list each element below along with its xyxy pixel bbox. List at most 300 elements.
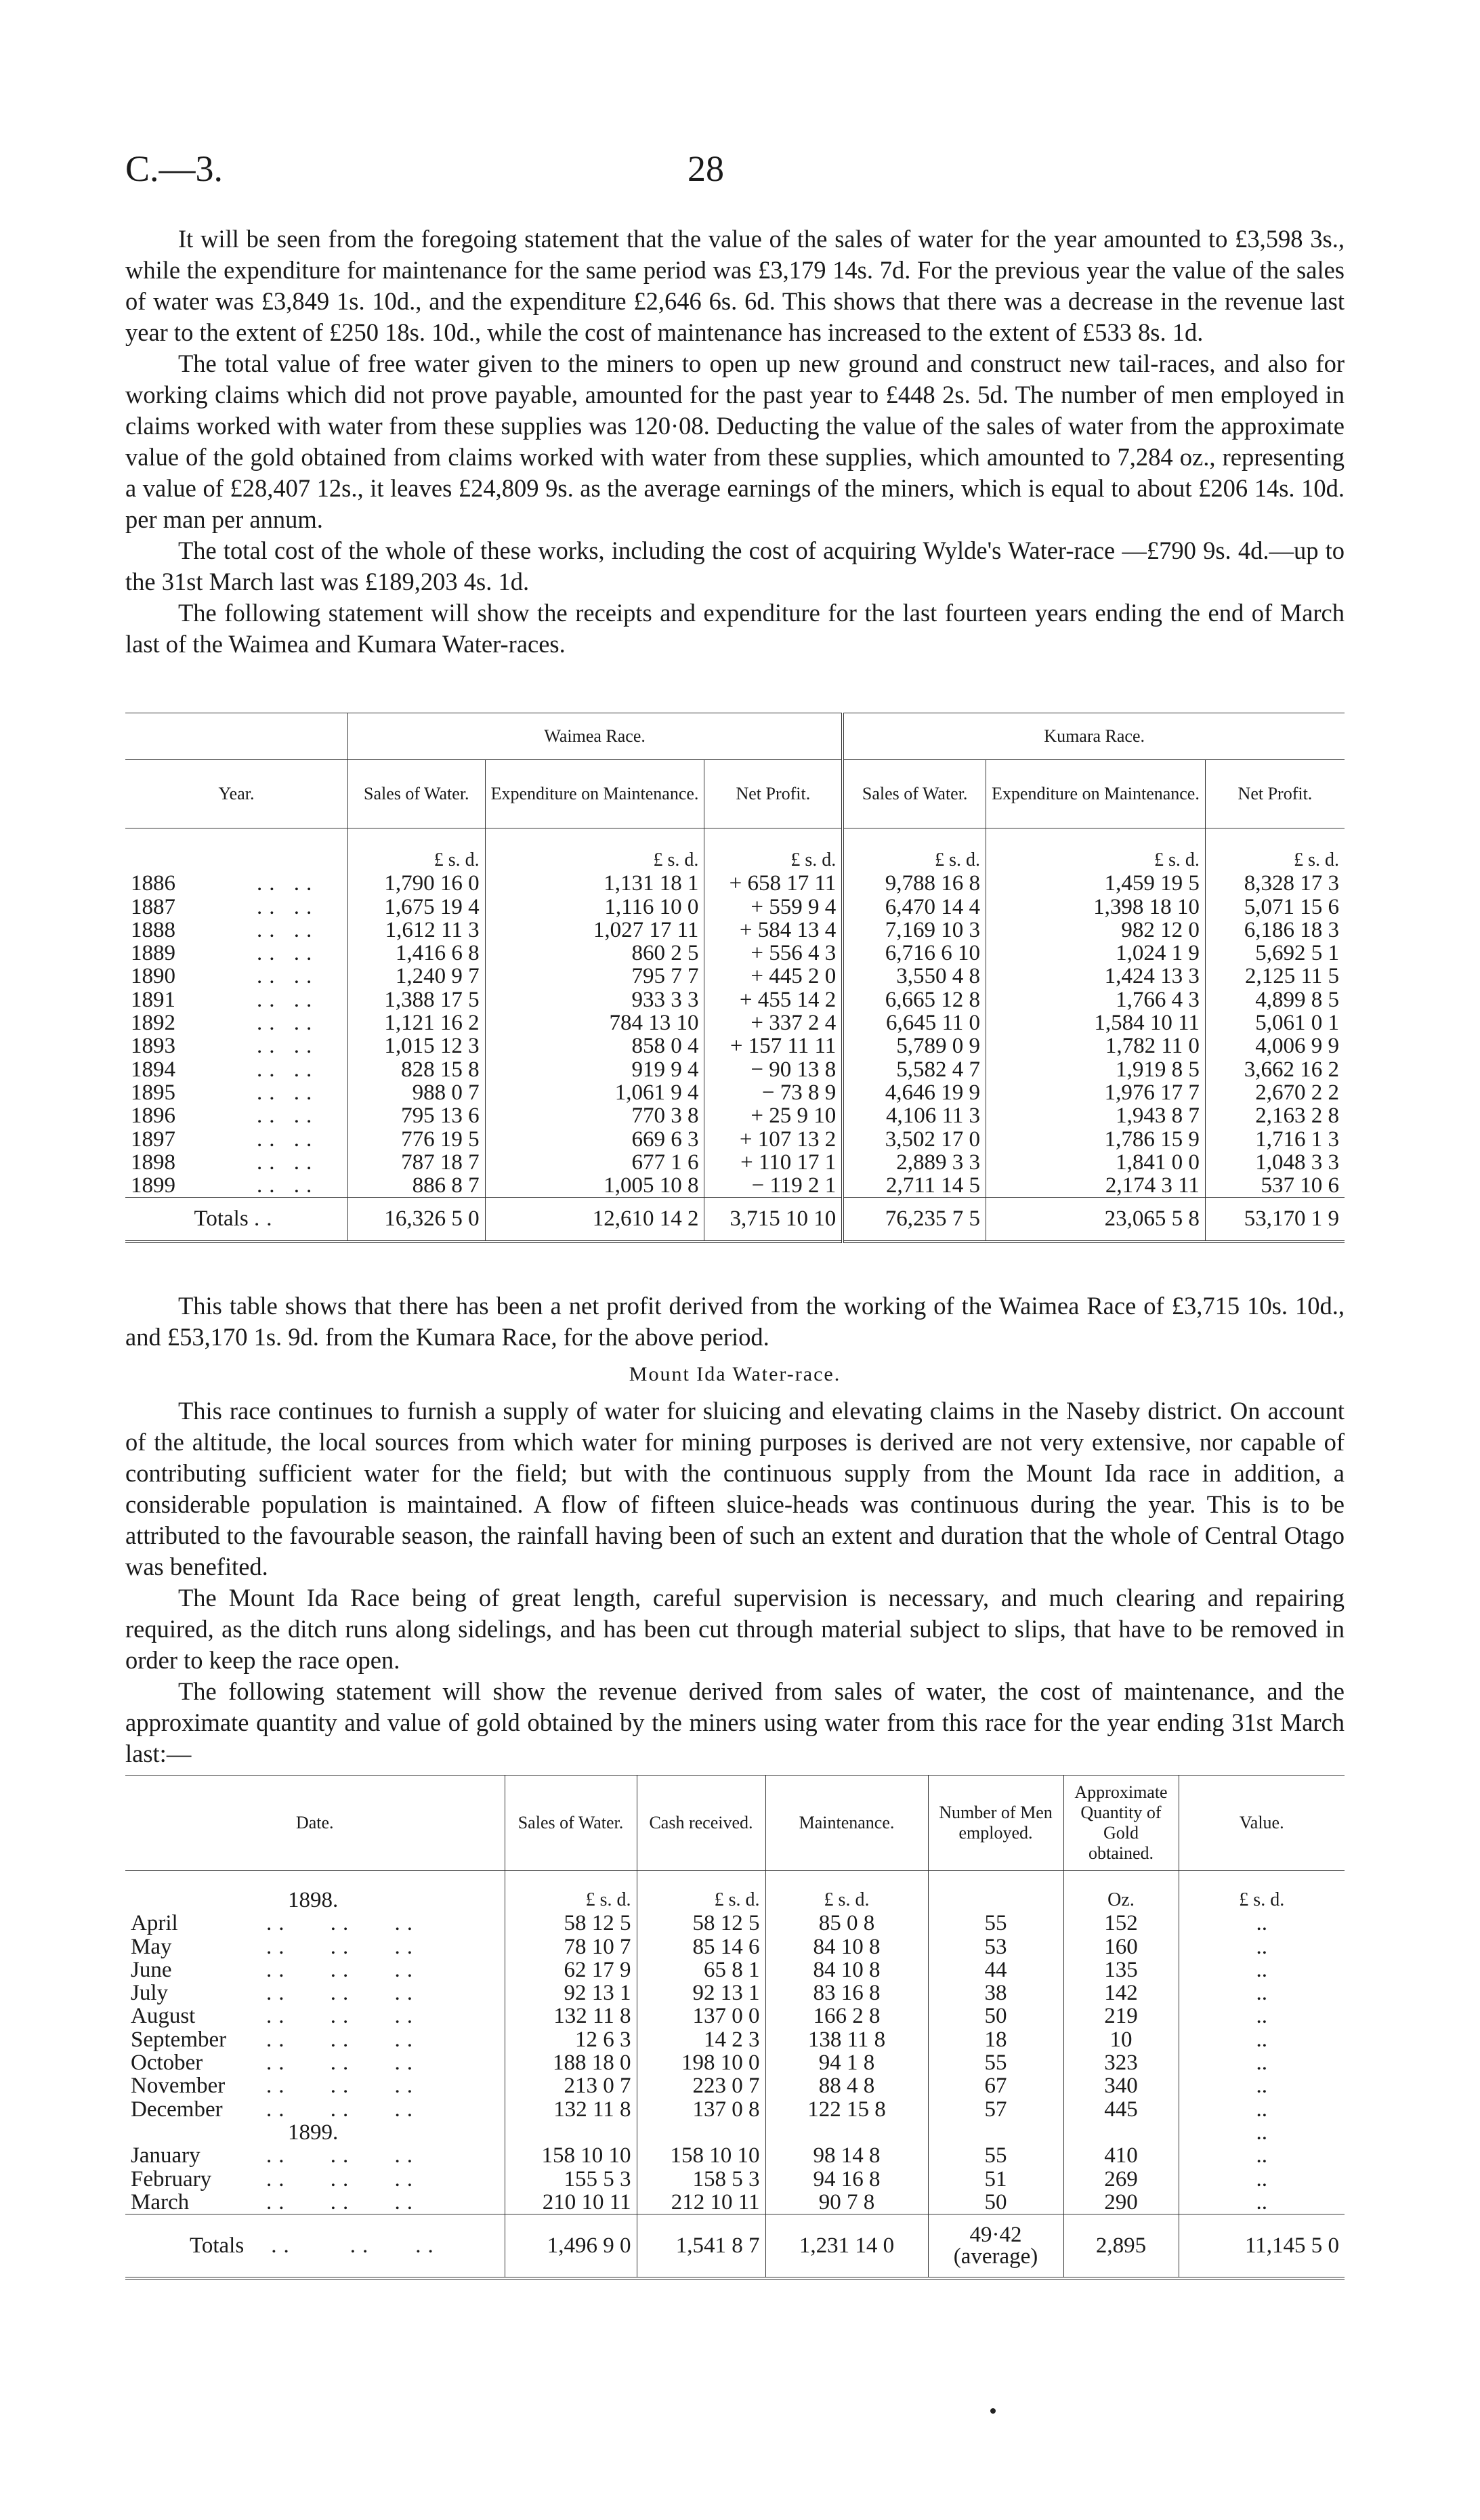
cell-qty: 445 [1063,2098,1179,2121]
col-kumara-expenditure: Expenditure on Maintenance. [986,760,1206,828]
cell-k_exp: 2,174 3 11 [986,1174,1206,1198]
unit-label: £ s. d. [485,828,704,873]
cell-sales: 12 6 3 [505,2028,637,2051]
cell-k_sales: 6,645 11 0 [843,1011,986,1034]
year-cell: 1889 .. .. [131,941,319,966]
totals-label: Totals .. [194,1206,279,1232]
table-row [125,1935,1345,1958]
value-cell: .. [1179,2028,1345,2051]
cell-cash: 92 13 1 [637,1981,765,2004]
waimea-kumara-table [125,713,1345,1243]
year-value: 1891 [131,987,175,1012]
table-row [125,2098,1345,2121]
month-value: January [131,2143,200,2168]
year-value: 1890 [131,964,175,989]
cell-qty: 10 [1063,2028,1179,2051]
col-quantity: Approximate Quantity of Gold obtained. [1063,1776,1179,1871]
table-row [125,1128,1345,1151]
cell-w_net: + 110 17 1 [704,1151,843,1174]
paragraph: The total value of free water given to the miners to open up new ground and construct new tail-races, and also for working claims which did not prove payable, amounted for the past year to £448 2s. 5d. The number of men employed in claims worked with water from these supplies was 120·08. Deducting the value of the sales of water from the approximate value of the gold obtained from claims worked with water from these supplies, which amounted to 7,284 oz., representing a value of £28,407 12s., it leaves £24,809 9s. as the average earnings of the miners, which is equal to about £206 14s. 10d. per man per annum. [125,350,1345,533]
cell-maint: 84 10 8 [765,1935,928,1958]
cell-w_sales: 1,240 9 7 [347,965,485,988]
value-cell: .. [1179,1958,1345,1981]
cell-k_sales: 5,582 4 7 [843,1058,986,1081]
cell-w_exp: 860 2 5 [485,942,704,965]
year-value: 1898 [131,1150,175,1175]
cell-men: 38 [928,1981,1063,2004]
cell-w_exp: 795 7 7 [485,965,704,988]
cell-w_net: + 556 4 3 [704,942,843,965]
cell-w_net: + 455 14 2 [704,988,843,1011]
cell-cash: 198 10 0 [637,2051,765,2074]
col-maintenance: Maintenance. [765,1776,928,1871]
mount-ida-text [125,1395,1345,1769]
cell-w_sales: 828 15 8 [347,1058,485,1081]
totals-row [125,2214,1345,2279]
cell-w_net: − 90 13 8 [704,1058,843,1081]
cell-men: 44 [928,1958,1063,1981]
cell-sales: 210 10 11 [505,2191,637,2214]
year-cell: 1888 .. .. [131,917,319,942]
year-value: 1893 [131,1034,175,1059]
cell-k_sales: 2,889 3 3 [843,1151,986,1174]
cell-k_exp: 1,398 18 10 [986,896,1206,919]
month-value: June [131,1957,172,1982]
cell-k_sales: 2,711 14 5 [843,1174,986,1198]
table-row [125,988,1345,1011]
total-waimea-net: 3,715 10 10 [704,1198,843,1242]
cell-w_exp: 1,131 18 1 [485,872,704,895]
value-cell: .. [1179,2168,1345,2191]
col-year: Year. [218,784,255,803]
cell-w_sales: 776 19 5 [347,1128,485,1151]
cell-maint: 84 10 8 [765,1958,928,1981]
cell-cash: 58 12 5 [637,1912,765,1935]
unit-label: £ s. d. [704,828,843,873]
year-value: 1899 [131,1173,175,1198]
cell-sales: 58 12 5 [505,1912,637,1935]
month-value: April [131,1911,178,1936]
cell-cash: 223 0 7 [637,2074,765,2097]
cell-k_net: 2,125 11 5 [1205,965,1345,988]
value-cell: .. [1179,2074,1345,2097]
table2-body-1898 [125,1912,1345,2121]
cell-w_net: + 337 2 4 [704,1011,843,1034]
cell-k_net: 2,670 2 2 [1205,1081,1345,1104]
month-value: September [131,2027,227,2052]
cell-sales: 62 17 9 [505,1958,637,1981]
total-waimea-exp: 12,610 14 2 [485,1198,704,1242]
cell-w_sales: 1,416 6 8 [347,942,485,965]
cell-maint: 94 1 8 [765,2051,928,2074]
month-cell: October .. .. .. [131,2051,419,2076]
cell-w_sales: 886 8 7 [347,1174,485,1198]
cell-w_net: + 584 13 4 [704,919,843,942]
cell-sales: 132 11 8 [505,2098,637,2121]
col-waimea-expenditure: Expenditure on Maintenance. [485,760,704,828]
month-cell: May .. .. .. [131,1934,419,1959]
value-cell: .. [1179,2051,1345,2074]
table-row [125,1151,1345,1174]
table-row [125,1174,1345,1198]
unit-label: £ s. d. [1205,828,1345,873]
cell-qty: 219 [1063,2004,1179,2028]
paragraph: The Mount Ida Race being of great length, careful supervision is necessary, and much clearing and repairing required, as the ditch runs along sidelings, and has been cut through material subject to slips, that have to be removed in order to keep the race open. [125,1584,1345,1674]
col-date: Date. [295,1813,334,1832]
cell-k_exp: 1,459 19 5 [986,872,1206,895]
cell-cash: 85 14 6 [637,1935,765,1958]
table-row [125,2051,1345,2074]
cell-qty: 142 [1063,1981,1179,2004]
cell-maint: 85 0 8 [765,1912,928,1935]
year-cell: 1896 .. .. [131,1104,319,1129]
cell-maint: 88 4 8 [765,2074,928,2097]
cell-w_net: − 119 2 1 [704,1174,843,1198]
month-cell: March .. .. .. [131,2189,419,2214]
table-row [125,2028,1345,2051]
cell-men: 53 [928,1935,1063,1958]
summary-text [125,1290,1345,1353]
cell-k_sales: 3,550 4 8 [843,965,986,988]
cell-sales: 155 5 3 [505,2168,637,2191]
cell-k_exp: 1,424 13 3 [986,965,1206,988]
cell-w_exp: 1,061 9 4 [485,1081,704,1104]
table-row [125,2074,1345,2097]
paragraph: The following statement will show the receipts and expenditure for the last fourteen years ending the end of March last of the Waimea and Kumara Water-races. [125,599,1345,658]
cell-w_net: + 25 9 10 [704,1104,843,1127]
cell-k_sales: 9,788 16 8 [843,872,986,895]
cell-w_sales: 1,790 16 0 [347,872,485,895]
cell-k_exp: 1,584 10 11 [986,1011,1206,1034]
year-value: 1889 [131,941,175,966]
cell-w_net: − 73 8 9 [704,1081,843,1104]
cell-w_sales: 1,388 17 5 [347,988,485,1011]
month-value: December [131,2097,223,2122]
table-row [125,872,1345,895]
cell-w_sales: 1,675 19 4 [347,896,485,919]
table-row [125,2144,1345,2167]
intro-text [125,224,1345,660]
col-waimea-net: Net Profit. [704,760,843,828]
month-value: July [131,1981,169,2006]
paragraph: This table shows that there has been a net profit derived from the working of the Waimea Race of £3,715 10s. 10d., and £53,170 1s. 9d. from the Kumara Race, for the above period. [125,1292,1345,1351]
month-cell: September .. .. .. [131,2027,419,2052]
cell-maint: 94 16 8 [765,2168,928,2191]
cell-qty: 135 [1063,1958,1179,1981]
year-cell: 1893 .. .. [131,1034,319,1059]
cell-w_exp: 919 9 4 [485,1058,704,1081]
cell-k_net: 1,048 3 3 [1205,1151,1345,1174]
paragraph: This race continues to furnish a supply of water for sluicing and elevating claims in the Naseby district. On account of the altitude, the local sources from which water for mining purposes is derived are not very extensive, nor capable of contributing sufficient water for the field; but with the continuous supply from the Mount Ida race in addition, a considerable population is maintained. A flow of fifteen sluice-heads was continuous during the year. This is to be attributed to the favourable season, the rainfall having been of such an extent and duration that the whole of Central Otago was benefited. [125,1397,1345,1580]
year-cell: 1897 .. .. [131,1127,319,1152]
cell-sales: 92 13 1 [505,1981,637,2004]
cell-w_net: + 559 9 4 [704,896,843,919]
cell-cash: 158 5 3 [637,2168,765,2191]
cell-k_exp: 1,782 11 0 [986,1034,1206,1057]
cell-men: 18 [928,2028,1063,2051]
unit-label: £ s. d. [986,828,1206,873]
total-waimea-sales: 16,326 5 0 [347,1198,485,1242]
table-row [125,1104,1345,1127]
cell-k_net: 5,071 15 6 [1205,896,1345,919]
cell-w_exp: 669 6 3 [485,1128,704,1151]
total-sales: 1,496 9 0 [505,2214,637,2279]
paragraph: The total cost of the whole of these works, including the cost of acquiring Wylde's Water-race —£790 9s. 4d.—up to the 31st March last was £189,203 4s. 1d. [125,537,1345,595]
unit-label: £ s. d. [637,1871,765,1912]
unit-label: Oz. [1063,1871,1179,1912]
cell-men: 50 [928,2191,1063,2214]
table-row [125,2191,1345,2214]
page-number: 28 [688,148,724,189]
month-cell: January .. .. .. [131,2143,419,2168]
month-cell: December .. .. .. [131,2097,419,2122]
printer-mark [990,2408,996,2414]
cell-k_net: 1,716 1 3 [1205,1128,1345,1151]
month-value: February [131,2166,212,2191]
cell-w_net: + 157 11 11 [704,1034,843,1057]
table-row [125,965,1345,988]
cell-maint: 122 15 8 [765,2098,928,2121]
table-row [125,1912,1345,1935]
cell-w_net: + 107 13 2 [704,1128,843,1151]
cell-w_net: + 658 17 11 [704,872,843,895]
cell-maint: 90 7 8 [765,2191,928,2214]
cell-w_sales: 795 13 6 [347,1104,485,1127]
year-cell: 1892 .. .. [131,1011,319,1036]
cell-k_net: 537 10 6 [1205,1174,1345,1198]
cell-k_sales: 6,470 14 4 [843,896,986,919]
cell-k_exp: 1,841 0 0 [986,1151,1206,1174]
cell-sales: 132 11 8 [505,2004,637,2028]
year-label: 1899. [288,2120,339,2145]
cell-cash: 158 10 10 [637,2144,765,2167]
table-row [125,2168,1345,2191]
table1-body [125,872,1345,1198]
mount-ida-table [125,1775,1345,2280]
group-kumara: Kumara Race. [843,713,1345,760]
cell-k_net: 2,163 2 8 [1205,1104,1345,1127]
cell-k_sales: 6,716 6 10 [843,942,986,965]
month-cell: July .. .. .. [131,1981,419,2006]
cell-k_sales: 7,169 10 3 [843,919,986,942]
month-cell: April .. .. .. [131,1911,419,1936]
table-row [125,2004,1345,2028]
total-value: 11,145 5 0 [1179,2214,1345,2279]
month-cell: June .. .. .. [131,1957,419,1982]
col-kumara-net: Net Profit. [1205,760,1345,828]
group-waimea: Waimea Race. [347,713,843,760]
cell-k_exp: 1,024 1 9 [986,942,1206,965]
cell-w_net: + 445 2 0 [704,965,843,988]
year-cell: 1890 .. .. [131,964,319,989]
total-cash: 1,541 8 7 [637,2214,765,2279]
cell-w_exp: 1,116 10 0 [485,896,704,919]
cell-k_sales: 6,665 12 8 [843,988,986,1011]
unit-label: £ s. d. [765,1871,928,1912]
cell-k_net: 4,006 9 9 [1205,1034,1345,1057]
year-cell: 1887 .. .. [131,894,319,919]
total-quantity: 2,895 [1063,2214,1179,2279]
cell-w_exp: 770 3 8 [485,1104,704,1127]
year-value: 1886 [131,871,175,896]
cell-cash: 137 0 8 [637,2098,765,2121]
cell-qty: 290 [1063,2191,1179,2214]
cell-qty: 323 [1063,2051,1179,2074]
total-men: 49·42 (average) [928,2214,1063,2279]
month-value: August [131,2004,196,2029]
cell-w_sales: 1,015 12 3 [347,1034,485,1057]
totals-label: Totals .. .. .. [190,2233,440,2258]
section-heading: Mount Ida Water-race. [629,1363,841,1385]
table-row [125,896,1345,919]
month-value: October [131,2051,203,2076]
cell-qty: 160 [1063,1935,1179,1958]
cell-w_exp: 1,005 10 8 [485,1174,704,1198]
cell-maint: 83 16 8 [765,1981,928,2004]
year-cell: 1894 .. .. [131,1057,319,1082]
cell-k_exp: 1,919 8 5 [986,1058,1206,1081]
value-cell: .. [1179,2191,1345,2214]
table-row [125,1011,1345,1034]
year-cell: 1891 .. .. [131,987,319,1012]
total-kumara-exp: 23,065 5 8 [986,1198,1206,1242]
unit-label: £ s. d. [347,828,485,873]
year-value: 1894 [131,1057,175,1082]
year-cell: 1895 .. .. [131,1080,319,1105]
cell-w_exp: 933 3 3 [485,988,704,1011]
value-cell: .. [1179,2004,1345,2028]
cell-w_sales: 787 18 7 [347,1151,485,1174]
cell-cash: 137 0 0 [637,2004,765,2028]
cell-men: 57 [928,2098,1063,2121]
value-cell: .. [1179,2144,1345,2167]
value-cell: .. [1179,1981,1345,2004]
cell-k_sales: 4,646 19 9 [843,1081,986,1104]
cell-qty: 410 [1063,2144,1179,2167]
cell-k_exp: 1,943 8 7 [986,1104,1206,1127]
table-row [125,919,1345,942]
table-row [125,942,1345,965]
cell-men: 55 [928,2144,1063,2167]
month-value: May [131,1934,172,1959]
year-value: 1895 [131,1080,175,1105]
cell-sales: 213 0 7 [505,2074,637,2097]
month-cell: November .. .. .. [131,2074,419,2099]
table-row [125,1958,1345,1981]
cell-sales: 188 18 0 [505,2051,637,2074]
unit-label: £ s. d. [505,1871,637,1912]
year-label: 1898. [288,1888,339,1912]
value-cell: .. [1179,1912,1345,1935]
month-cell: August .. .. .. [131,2004,419,2029]
col-cash: Cash received. [637,1776,765,1871]
col-value: Value. [1179,1776,1345,1871]
cell-w_exp: 677 1 6 [485,1151,704,1174]
cell-k_net: 8,328 17 3 [1205,872,1345,895]
col-waimea-sales: Sales of Water. [347,760,485,828]
unit-label: £ s. d. [1179,1871,1345,1912]
year-value: 1888 [131,917,175,942]
table-row [125,1981,1345,2004]
cell-cash: 65 8 1 [637,1958,765,1981]
cell-qty: 340 [1063,2074,1179,2097]
cell-w_sales: 1,121 16 2 [347,1011,485,1034]
col-men: Number of Men employed. [928,1776,1063,1871]
cell-maint: 166 2 8 [765,2004,928,2028]
table-row [125,1081,1345,1104]
cell-k_net: 3,662 16 2 [1205,1058,1345,1081]
value-cell: .. [1179,1935,1345,1958]
totals-row [125,1198,1345,1242]
cell-w_exp: 1,027 17 11 [485,919,704,942]
cell-men: 55 [928,2051,1063,2074]
document-code: C.—3. [125,148,224,189]
month-cell: February .. .. .. [131,2166,419,2191]
year-value: 1896 [131,1104,175,1129]
cell-k_net: 6,186 18 3 [1205,919,1345,942]
cell-qty: 152 [1063,1912,1179,1935]
table-row [125,1058,1345,1081]
year-value: 1897 [131,1127,175,1152]
table2-body-1899 [125,2144,1345,2214]
cell-men: 51 [928,2168,1063,2191]
cell-k_sales: 5,789 0 9 [843,1034,986,1057]
cell-maint: 138 11 8 [765,2028,928,2051]
cell-k_net: 4,899 8 5 [1205,988,1345,1011]
cell-men: 67 [928,2074,1063,2097]
year-cell: 1899 .. .. [131,1173,319,1198]
value-cell: .. [1179,2121,1345,2144]
cell-k_net: 5,692 5 1 [1205,942,1345,965]
cell-w_exp: 858 0 4 [485,1034,704,1057]
year-value: 1887 [131,894,175,919]
cell-qty: 269 [1063,2168,1179,2191]
cell-k_sales: 4,106 11 3 [843,1104,986,1127]
value-cell: .. [1179,2098,1345,2121]
cell-w_exp: 784 13 10 [485,1011,704,1034]
paragraph: It will be seen from the foregoing statement that the value of the sales of water for the year amounted to £3,598 3s., while the expenditure for maintenance for the same period was £3,179 14s. 7d. For the previous year the value of the sales of water was £3,849 1s. 10d., and the expenditure £2,646 6s. 6d. This shows that there was a decrease in the revenue last year to the extent of £250 18s. 10d., while the cost of maintenance has increased to the extent of £533 8s. 1d. [125,225,1345,346]
col-sales: Sales of Water. [505,1776,637,1871]
month-value: March [131,2189,190,2214]
cell-k_exp: 1,976 17 7 [986,1081,1206,1104]
cell-k_exp: 1,786 15 9 [986,1128,1206,1151]
paragraph: The following statement will show the revenue derived from sales of water, the cost of maintenance, and the approximate quantity and value of gold obtained by the miners using water from this race for the year ending 31st March last:— [125,1677,1345,1767]
cell-w_sales: 1,612 11 3 [347,919,485,942]
cell-maint: 98 14 8 [765,2144,928,2167]
total-kumara-sales: 76,235 7 5 [843,1198,986,1242]
year-value: 1892 [131,1011,175,1036]
cell-men: 55 [928,1912,1063,1935]
cell-sales: 78 10 7 [505,1935,637,1958]
cell-k_exp: 1,766 4 3 [986,988,1206,1011]
total-maintenance: 1,231 14 0 [765,2214,928,2279]
unit-label: £ s. d. [843,828,986,873]
cell-cash: 212 10 11 [637,2191,765,2214]
cell-men: 50 [928,2004,1063,2028]
cell-k_sales: 3,502 17 0 [843,1128,986,1151]
year-cell: 1898 .. .. [131,1150,319,1175]
cell-cash: 14 2 3 [637,2028,765,2051]
cell-sales: 158 10 10 [505,2144,637,2167]
total-kumara-net: 53,170 1 9 [1205,1198,1345,1242]
cell-w_sales: 988 0 7 [347,1081,485,1104]
cell-k_exp: 982 12 0 [986,919,1206,942]
month-value: November [131,2074,226,2099]
year-cell: 1886 .. .. [131,871,319,896]
cell-k_net: 5,061 0 1 [1205,1011,1345,1034]
table-row [125,1034,1345,1057]
col-kumara-sales: Sales of Water. [843,760,986,828]
